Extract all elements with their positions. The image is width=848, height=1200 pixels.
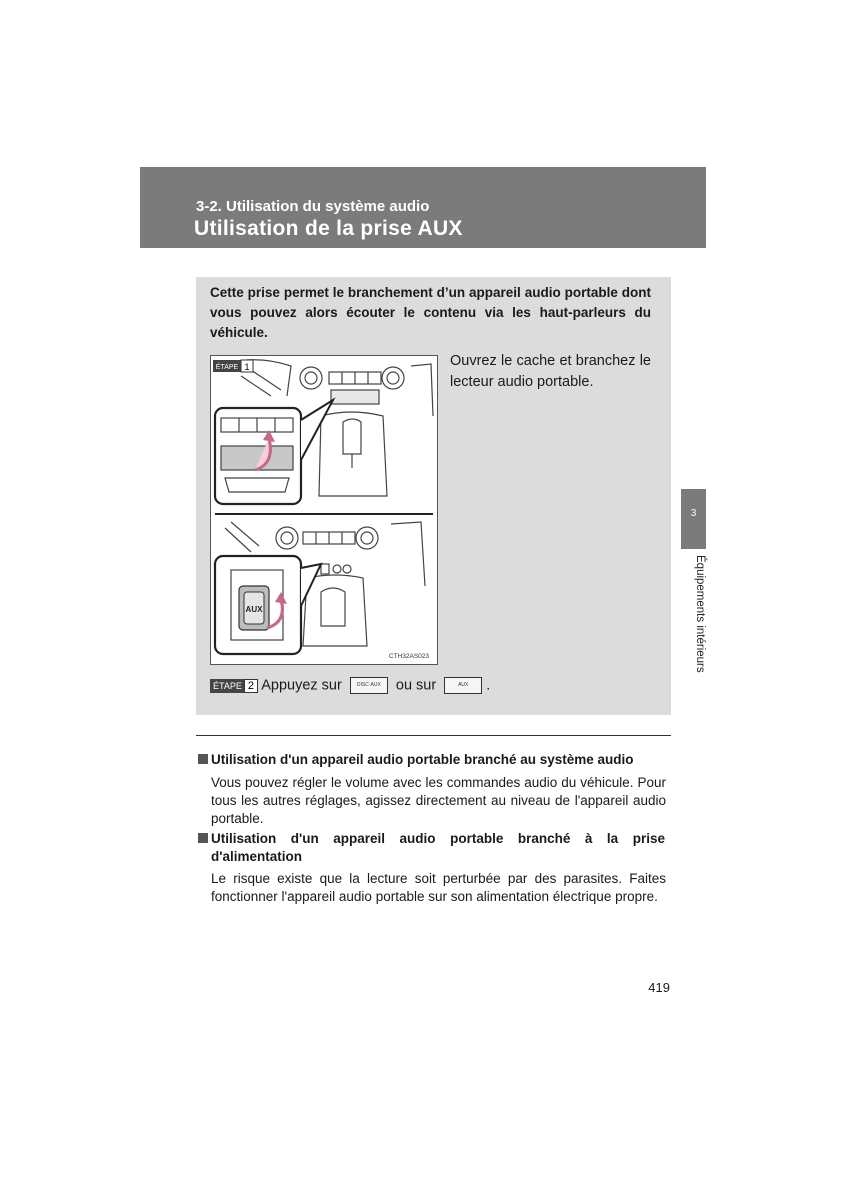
- procedure-box: [196, 277, 671, 715]
- step2-instruction: [210, 677, 490, 694]
- chapter-tab: 3: [681, 489, 706, 549]
- bullet-square-icon: [198, 754, 208, 764]
- step2-text-middle: ou sur: [395, 677, 437, 694]
- step2-number: 2: [244, 679, 258, 693]
- note-heading-1: Utilisation d'un appareil audio portable branché au système audio: [198, 751, 665, 769]
- page-title: Utilisation de la prise AUX: [194, 217, 463, 240]
- note-heading-2: Utilisation d'un appareil audio portable branché à la prise: [198, 830, 665, 848]
- note-text-1: Vous pouvez régler le volume avec les commandes audio du véhicule. Pour tous les autres réglages, agissez directement au niveau de l'appareil audio portable.: [211, 775, 666, 826]
- page-number: 419: [648, 980, 670, 995]
- note-text-2: Le risque existe que la lecture soit perturbée par des parasites. Faites fonctionner l'appareil audio portable sur son alimentation électrique propre.: [211, 871, 666, 904]
- installation-figure: [210, 355, 438, 665]
- step2-text-before: Appuyez sur: [261, 677, 342, 694]
- step2-badge: ÉTAPE: [210, 679, 245, 693]
- step2-text-after: .: [486, 677, 491, 694]
- svg-text:ÉTAPE: ÉTAPE: [215, 364, 239, 371]
- cover-callout: [215, 400, 333, 504]
- page-header: [140, 167, 706, 248]
- section-label: 3-2. Utilisation du système audio: [196, 198, 430, 215]
- aux-label: AUX: [245, 605, 263, 614]
- note-heading-2-continued: d'alimentation: [211, 849, 302, 864]
- figure-code: CTH32AS023: [388, 653, 429, 660]
- section-divider: [196, 735, 671, 736]
- dashboard-illustration: [211, 356, 437, 664]
- aux-key-icon: AUX: [444, 677, 482, 694]
- svg-text:1: 1: [244, 362, 250, 372]
- step1-instruction: Ouvrez le cache et branchez le lecteur audio portable.: [450, 353, 651, 390]
- disc-aux-key-icon: DISC·AUX: [350, 677, 388, 694]
- chapter-label: Équipements intérieurs: [694, 555, 706, 673]
- intro-text: Cette prise permet le branchement d’un appareil audio portable dont vous pouvez alors écouter le contenu via les haut-parleurs du véhicule.: [210, 285, 651, 340]
- step1-figure-badge: [213, 360, 253, 372]
- bullet-square-icon: [198, 833, 208, 843]
